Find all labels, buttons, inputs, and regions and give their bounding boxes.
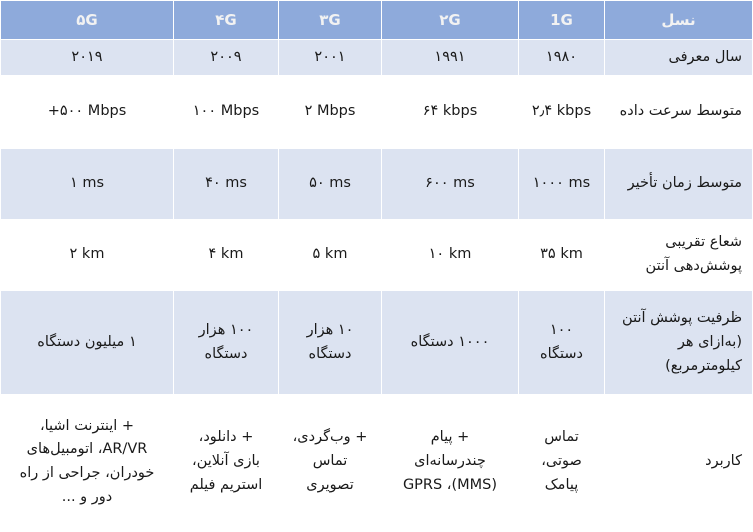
cell-range-2g-text: ۱۰ km <box>428 246 472 263</box>
row-label-latency: متوسط زمان تأخیر <box>605 149 753 220</box>
cell-year-3g: ۲۰۰۱ <box>279 40 382 76</box>
cell-latency-5g-text: ۱ ms <box>69 175 105 192</box>
row-label-range: شعاع تقریبی پوشش‌دهی آنتن <box>605 220 753 291</box>
cell-latency-4g <box>174 149 279 220</box>
row-label-capacity: ظرفیت پوشش آنتن (به‌ازای هر کیلومترمربع) <box>605 291 753 394</box>
header-5g-text: ۵G <box>76 10 98 29</box>
cell-range-4g <box>174 220 279 291</box>
cell-capacity-1g: ۱۰۰ دستگاه <box>519 291 605 394</box>
row-label-speed: متوسط سرعت داده <box>605 76 753 149</box>
header-generation: نسل <box>605 1 753 40</box>
cell-capacity-2g: ۱۰۰۰ دستگاه <box>382 291 519 394</box>
cell-latency-2g-text: ۶۰۰ ms <box>425 175 475 192</box>
header-4g <box>174 1 279 40</box>
cell-year-1g: ۱۹۸۰ <box>519 40 605 76</box>
row-label-year: سال معرفی <box>605 40 753 76</box>
cell-speed-1g-text: ۲٫۴ kbps <box>531 103 592 120</box>
cell-range-3g-text: ۵ km <box>312 246 348 263</box>
cell-usage-3g: + وب‌گردی، تماس تصویری <box>279 394 382 530</box>
cell-usage-1g: تماس صوتی، پیامک <box>519 394 605 530</box>
cell-latency-1g-text: ۱۰۰۰ ms <box>532 175 591 192</box>
cell-speed-1g <box>519 76 605 149</box>
cell-latency-2g <box>382 149 519 220</box>
cell-capacity-5g: ۱ میلیون دستگاه <box>1 291 174 394</box>
cell-range-3g <box>279 220 382 291</box>
cell-latency-1g <box>519 149 605 220</box>
cell-year-4g: ۲۰۰۹ <box>174 40 279 76</box>
cell-speed-3g <box>279 76 382 149</box>
header-1g <box>519 1 605 40</box>
cell-latency-3g-text: ۵۰ ms <box>309 175 351 192</box>
table-header-row <box>1 1 753 40</box>
cell-speed-5g-text: +۵۰۰ Mbps <box>47 103 127 120</box>
cell-year-5g: ۲۰۱۹ <box>1 40 174 76</box>
header-1g-text: 1G <box>550 10 573 29</box>
cell-capacity-3g: ۱۰ هزار دستگاه <box>279 291 382 394</box>
table-row-capacity <box>1 291 753 394</box>
header-5g <box>1 1 174 40</box>
table-row-range <box>1 220 753 291</box>
cell-range-1g <box>519 220 605 291</box>
cell-range-5g <box>1 220 174 291</box>
header-4g-text: ۴G <box>215 10 237 29</box>
cell-year-2g: ۱۹۹۱ <box>382 40 519 76</box>
row-label-usage: کاربرد <box>605 394 753 530</box>
table-row-usage <box>1 394 753 530</box>
cell-latency-3g <box>279 149 382 220</box>
cell-speed-4g <box>174 76 279 149</box>
cell-range-4g-text: ۴ km <box>208 246 244 263</box>
cell-latency-5g <box>1 149 174 220</box>
cell-speed-5g <box>1 76 174 149</box>
cell-speed-4g-text: ۱۰۰ Mbps <box>192 103 260 120</box>
table-row-speed <box>1 76 753 149</box>
cell-range-2g <box>382 220 519 291</box>
table-row-year <box>1 40 753 76</box>
cell-range-5g-text: ۲ km <box>69 246 105 263</box>
cell-latency-4g-text: ۴۰ ms <box>205 175 247 192</box>
cell-capacity-4g: ۱۰۰ هزار دستگاه <box>174 291 279 394</box>
cell-speed-2g-text: ۶۴ kbps <box>422 103 478 120</box>
cell-usage-4g: + دانلود، بازی آنلاین، استریم فیلم <box>174 394 279 530</box>
header-2g-text: ۲G <box>439 10 461 29</box>
cell-usage-2g: + پیام چندرسانه‌ای (MMS)، GPRS <box>382 394 519 530</box>
header-2g <box>382 1 519 40</box>
cell-range-1g-text: ۳۵ km <box>540 246 583 263</box>
header-3g <box>279 1 382 40</box>
header-3g-text: ۳G <box>319 10 341 29</box>
table-row-latency <box>1 149 753 220</box>
cell-speed-2g <box>382 76 519 149</box>
cell-speed-3g-text: ۲ Mbps <box>304 103 356 120</box>
cell-usage-5g: + اینترنت اشیا، AR/VR، اتومبیل‌های خودران، جراحی از راه دور و ... <box>1 394 174 530</box>
